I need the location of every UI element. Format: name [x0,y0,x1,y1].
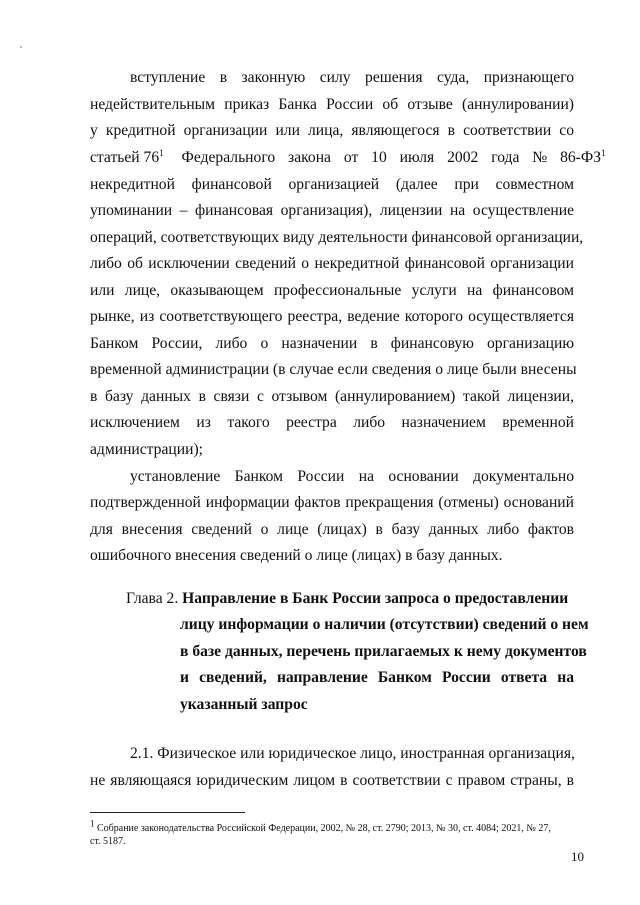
footnote-ref: 1 [601,147,606,158]
chapter-label: Глава 2. [126,590,179,607]
chapter-heading-line [180,695,308,715]
body-line: подтвержденной информации фактов прекращения (отмены) оснований [90,494,574,511]
body-line: не являющаяся юридическим лицом в соответствии с правом страны, в [90,772,574,789]
body-line: администрации); [90,441,203,458]
chapter-heading-line [180,615,589,635]
chapter-heading-line [180,668,574,688]
body-line: либо об исключении сведений о некредитной финансовой организации [90,255,574,272]
chapter-title-line: Направление в Банк России запроса о предоставлении [182,590,569,607]
body-line-with-footnote [90,147,606,168]
footnote-ref: 1 [159,147,164,158]
body-line: временной администрации (в случае если сведения о лице были внесены [90,361,577,378]
body-line: вступление в законную силу решения суда, признающего [130,69,574,86]
footnote-text: Собрание законодательства Российской Федерации, 2002, № 28, ст. 2790; 2013, № 30, ст. 4084; 2021, № 27, [97,823,551,834]
footnote [90,818,551,835]
chapter-title-line: и сведений, направление Банком России ответа на [180,669,574,686]
body-line: рынке, из соответствующего реестра, ведение которого осуществляется [90,308,574,325]
body-line: исключением из такого реестра либо назначением временной [90,414,574,431]
footnote-continuation: ст. 5187. [90,836,126,847]
body-line: некредитной финансовой организацией (далее при совместном [90,176,574,193]
body-line: операций, соответствующих виду деятельности финансовой организации, [90,229,584,246]
law-ref: Федерального закона от 10 июля 2002 года № 86-ФЗ [181,149,602,166]
body-line: в базу данных в связи с отзывом (аннулированием) такой лицензии, [90,388,574,405]
footnote-mark: 1 [90,818,95,829]
scan-speck [20,46,22,48]
chapter-heading-line [126,589,568,609]
page-number: 10 [571,849,584,864]
body-line: 2.1. Физическое или юридическое лицо, иностранная организация, [130,745,575,762]
body-line: или лице, оказывающем профессиональные услуги на финансовом [90,282,574,299]
body-line: ошибочного внесения сведений о лице (лицах) в базу данных. [90,547,503,564]
footnote-divider [90,812,245,813]
chapter-title-line: лицу информации о наличии (отсутствии) сведений о нем [180,616,589,633]
body-line: недействительным приказ Банка России об отзыве (аннулировании) [90,96,574,113]
body-line: у кредитной организации или лица, являющегося в соответствии со [90,122,574,139]
body-line: Банком России, либо о назначении в финансовую организацию [90,335,574,352]
chapter-title-line: в базе данных, перечень прилагаемых к нему документов [180,643,587,660]
body-line: для внесения сведений о лице (лицах) в базу данных либо фактов [90,521,574,538]
body-line: установление Банком России на основании документально [130,468,574,485]
chapter-title-line: указанный запрос [180,696,308,713]
chapter-heading-line [180,642,587,662]
body-line: упоминании – финансовая организация), лицензии на осуществление [90,202,574,219]
article-ref: статьей 76 [90,149,160,166]
